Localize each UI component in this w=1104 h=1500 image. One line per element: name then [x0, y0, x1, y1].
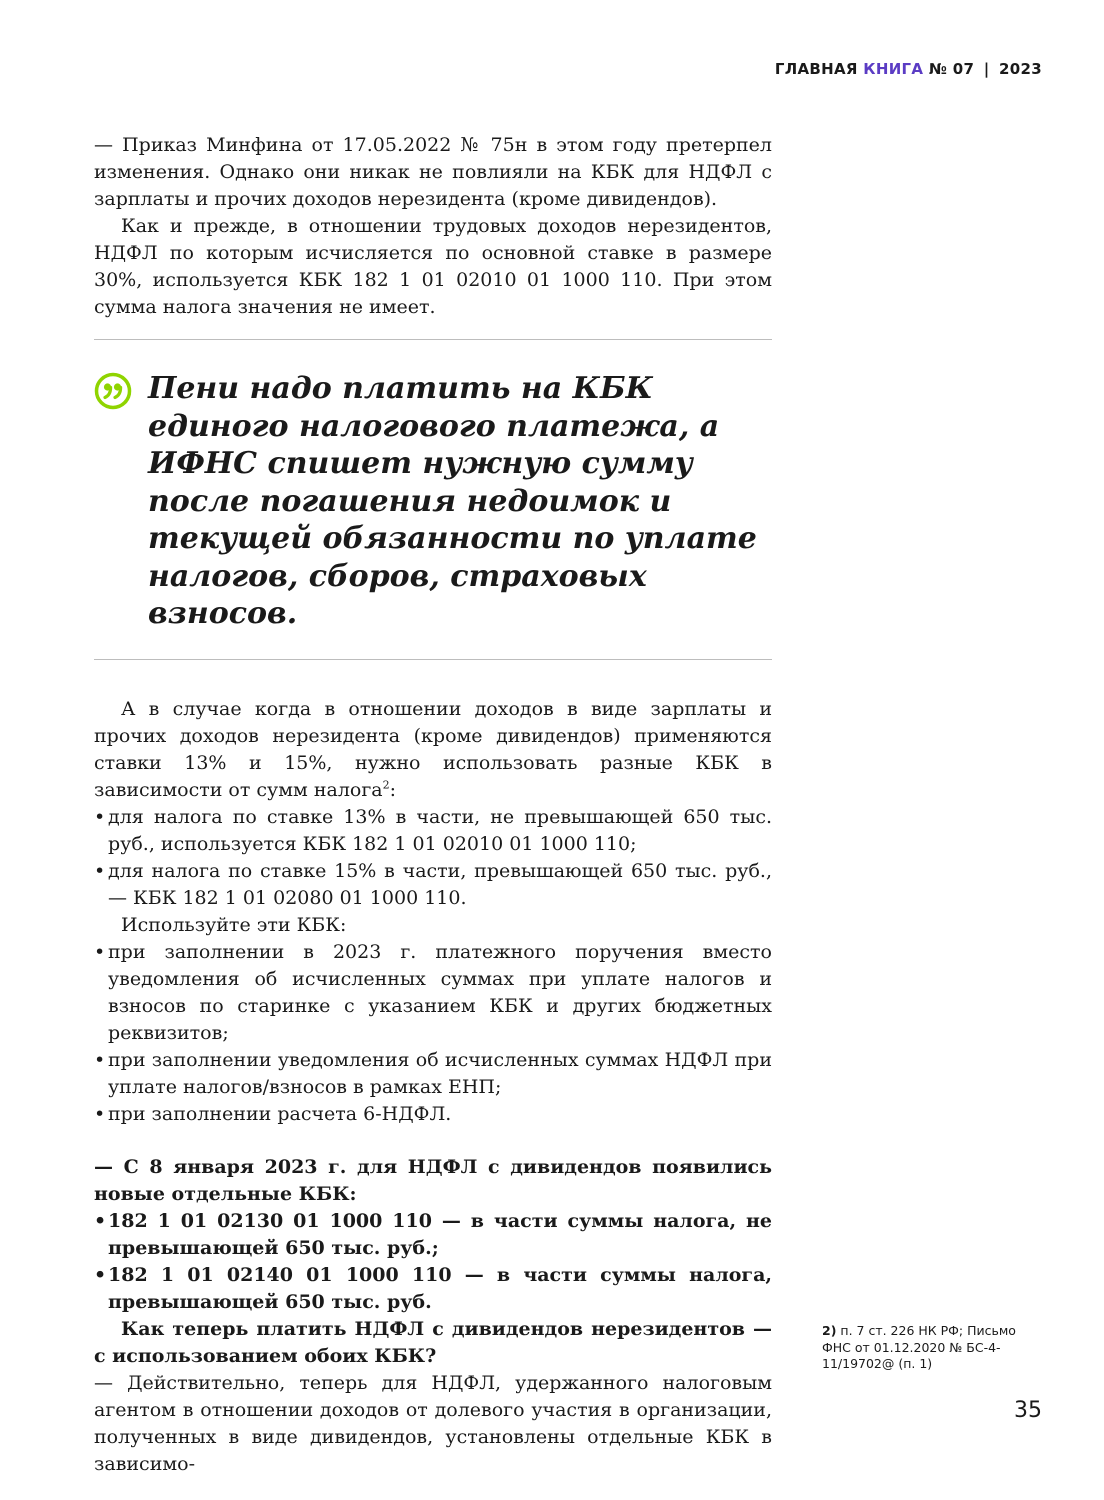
list-item: • при заполнении расчета 6-НДФЛ.	[94, 1101, 772, 1128]
paragraph-dividends-news: — С 8 января 2023 г. для НДФЛ с дивидендов появились новые отдельные КБК:	[94, 1155, 772, 1205]
magazine-title-part1: ГЛАВНАЯ	[774, 60, 858, 78]
dividend-kbk-list	[94, 1208, 772, 1316]
list-item: • при заполнении в 2023 г. платежного поручения вместо уведомления об исчисленных суммах при уплате налогов и взносов по старинке с указанием КБК и других бюджетных реквизитов;	[94, 939, 772, 1047]
paragraph-labor-income: Как и прежде, в отношении трудовых доходов нерезидентов, НДФЛ по которым исчисляется по основной ставке в размере 30%, используется КБК 182 1 01 02010 01 1000 110. При этом сумма налога значения не имеет.	[94, 215, 772, 318]
footnote-number: 2)	[822, 1323, 837, 1338]
paragraph-answer: — Действительно, теперь для НДФЛ, удержанного налоговым агентом в отношении доходов от долевого участия в организации, полученных в виде дивидендов, установлены отдельные КБК в зависимо-	[94, 1371, 772, 1475]
divider-bottom	[94, 659, 772, 660]
list-item: • при заполнении уведомления об исчисленных суммах НДФЛ при уплате налогов/взносов в рамках ЕНП;	[94, 1047, 772, 1101]
list-item: • 182 1 01 02140 01 1000 110 — в части суммы налога, превышающей 650 тыс. руб.	[94, 1262, 772, 1316]
list-item: • для налога по ставке 15% в части, превышающей 650 тыс. руб., — КБК 182 1 01 02080 01 1000 110.	[94, 858, 772, 912]
list-item: • для налога по ставке 13% в части, не превышающей 650 тыс. руб., используется КБК 182 1 01 02010 01 1000 110;	[94, 804, 772, 858]
footnote	[822, 1323, 1022, 1373]
rates-list	[94, 804, 772, 912]
pull-quote-text: Пени надо платить на КБК единого налогового платежа, а ИФНС спишет нужную сумму после погашения недоимок и текущей обязанности по уплате налогов, сборов, страховых взносов.	[148, 371, 757, 631]
magazine-header	[775, 60, 1042, 78]
footnote-ref: 2	[382, 778, 390, 792]
usage-list	[94, 939, 772, 1128]
header-separator: |	[983, 60, 990, 78]
pull-quote	[94, 340, 772, 659]
page-number: 35	[1014, 1398, 1042, 1423]
paragraph-use-kbk: Используйте эти КБК:	[121, 913, 347, 936]
list-item: • 182 1 01 02130 01 1000 110 — в части суммы налога, не превышающей 650 тыс. руб.;	[94, 1208, 772, 1262]
issue-year: 2023	[999, 60, 1042, 78]
quote-mark-icon	[94, 372, 132, 410]
footnote-text: п. 7 ст. 226 НК РФ; Письмо ФНС от 01.12.2020 № БС-4-11/19702@ (п. 1)	[822, 1323, 1016, 1371]
article-body	[94, 132, 772, 1478]
paragraph-order-changes: — Приказ Минфина от 17.05.2022 № 75н в этом году претерпел изменения. Однако они никак не повлияли на КБК для НДФЛ с зарплаты и прочих доходов нерезидента (кроме дивидендов).	[94, 134, 772, 210]
issue-number: № 07	[928, 60, 975, 78]
magazine-title-part2: КНИГА	[863, 60, 924, 78]
paragraph-rates-end: :	[389, 778, 397, 801]
paragraph-rates-text: А в случае когда в отношении доходов в виде зарплаты и прочих доходов нерезидента (кроме дивидендов) применяются ставки 13% и 15%, нужно использовать разные КБК в зависимости от сумм налога	[94, 697, 772, 801]
question-heading: Как теперь платить НДФЛ с дивидендов нерезидентов — с использованием обоих КБК?	[94, 1317, 772, 1367]
paragraph-rates	[94, 696, 772, 804]
